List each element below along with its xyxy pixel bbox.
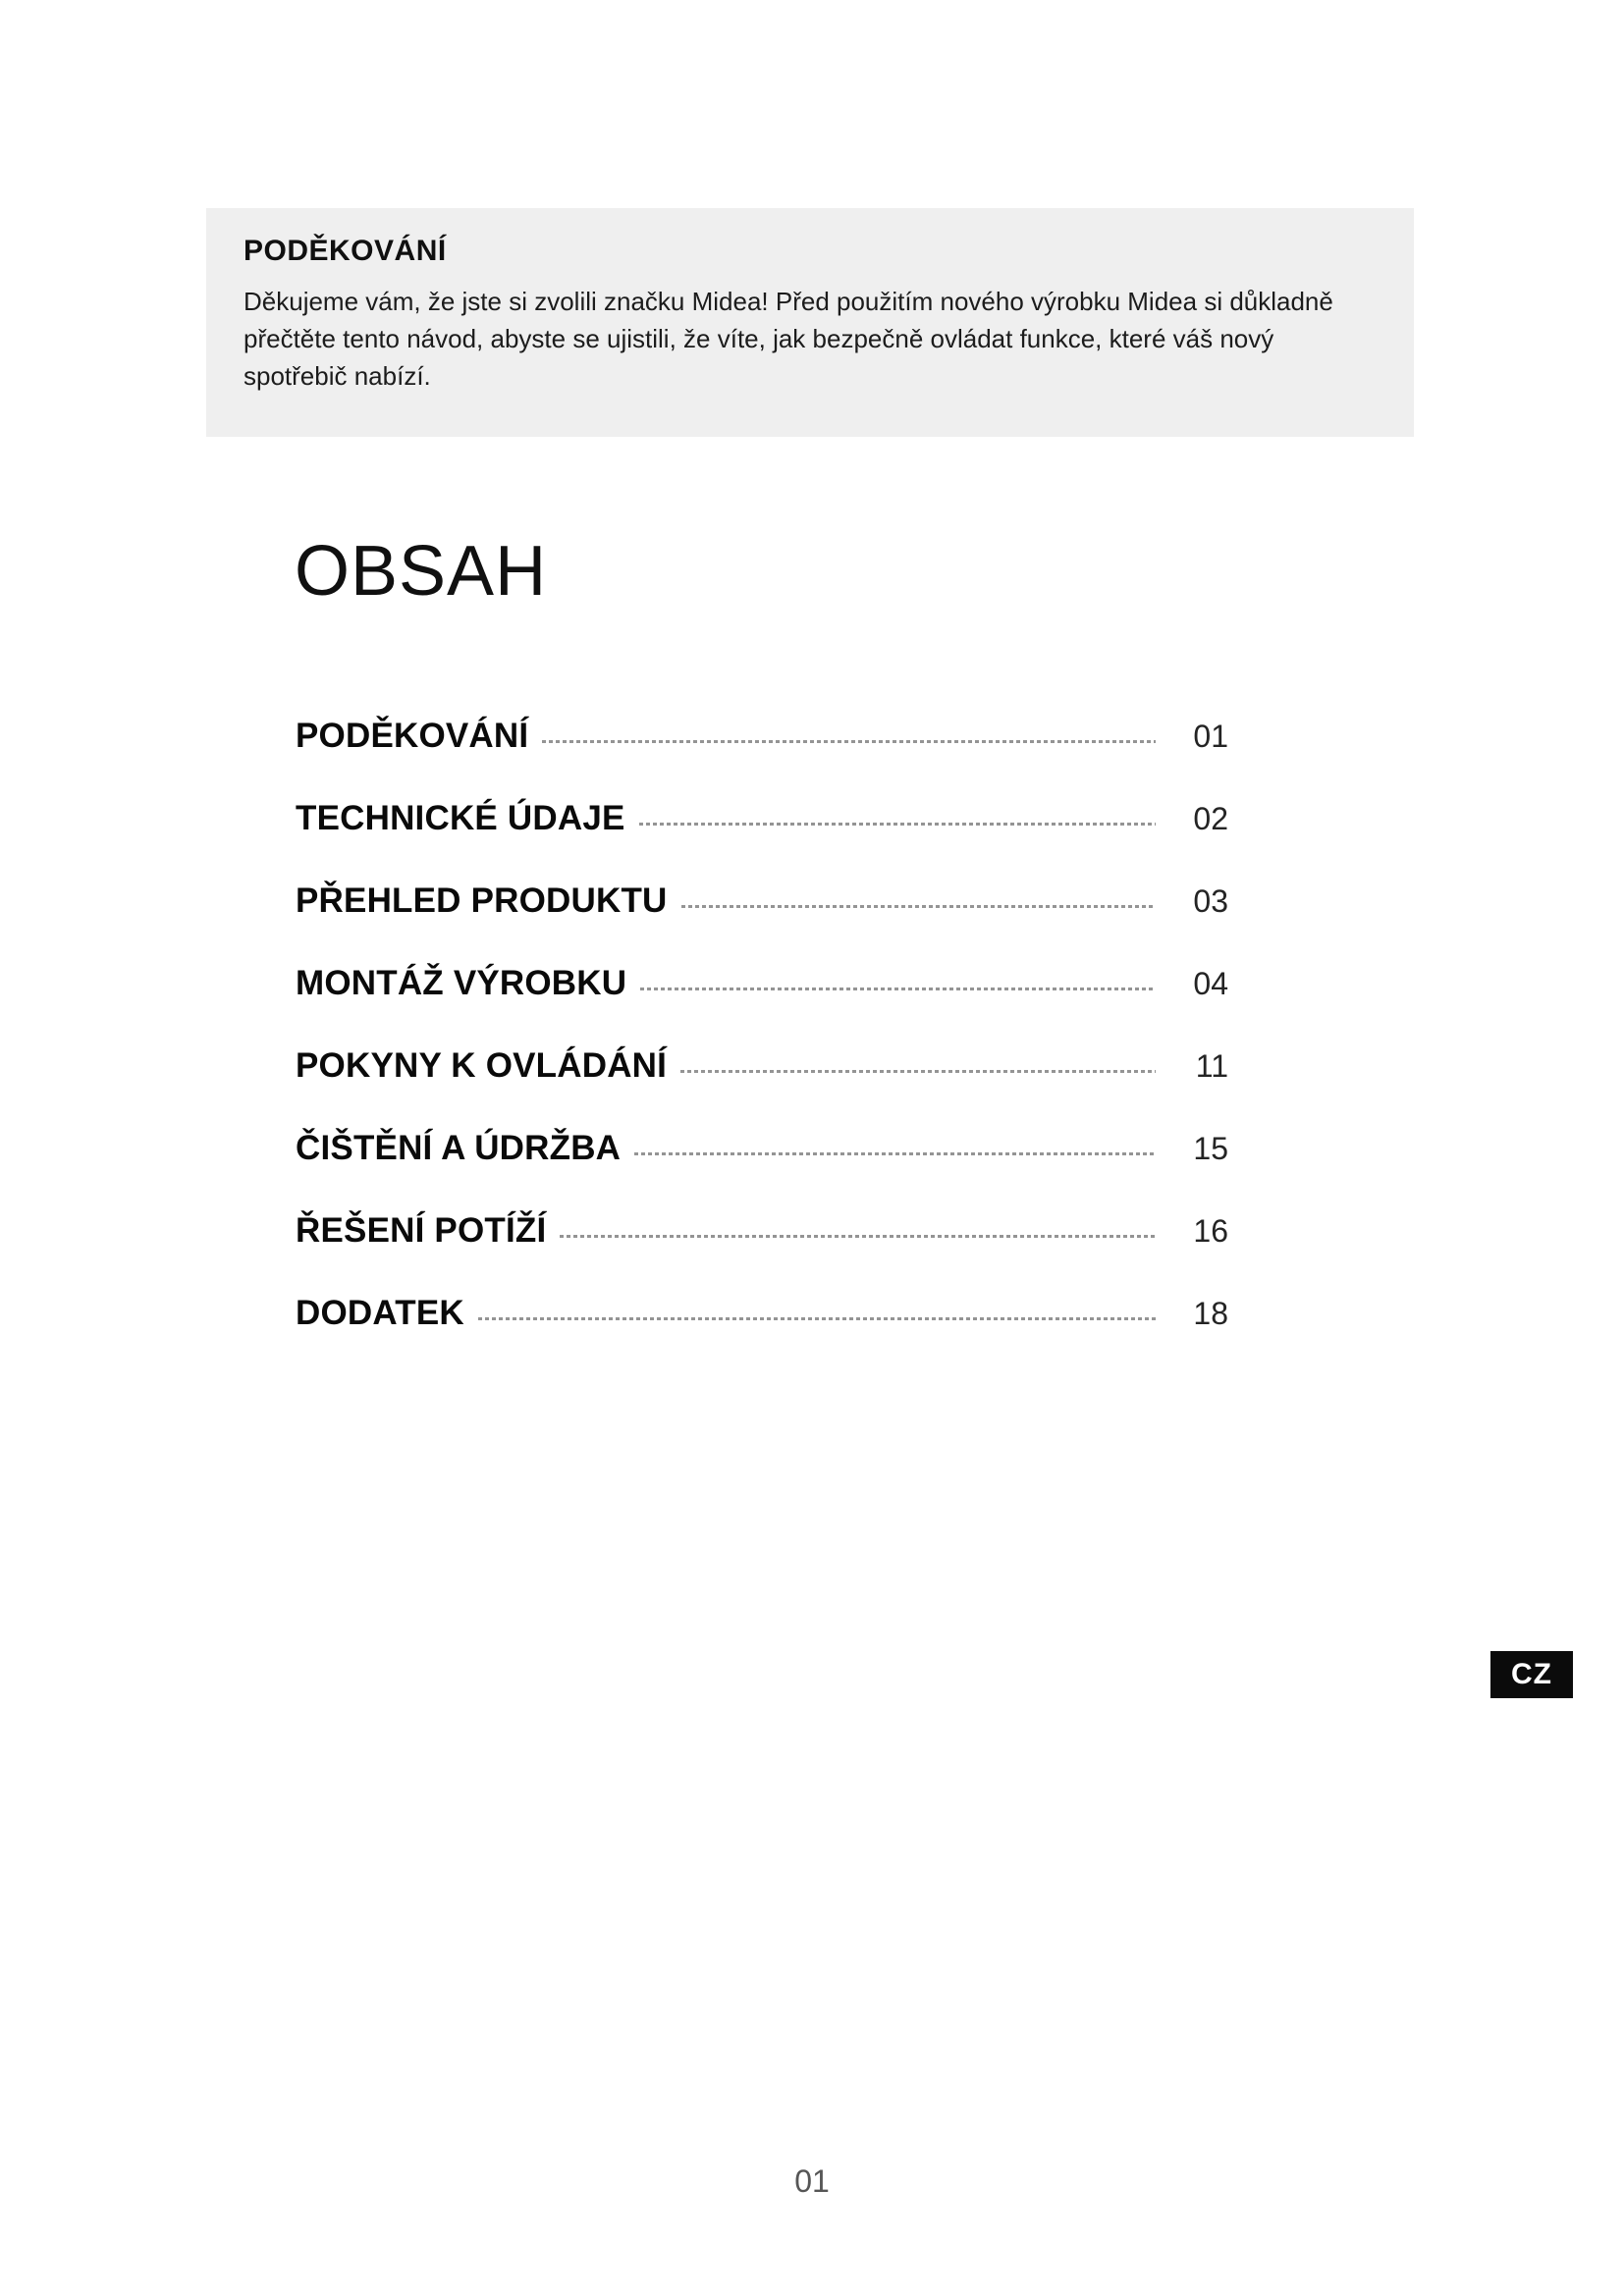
toc-entry-label: DODATEK bbox=[296, 1294, 464, 1332]
toc-row bbox=[296, 1272, 1228, 1355]
toc-row bbox=[296, 695, 1228, 777]
toc-entry-label: PŘEHLED PRODUKTU bbox=[296, 881, 668, 920]
page-number: 01 bbox=[794, 2163, 830, 2199]
toc-entry-page: 11 bbox=[1195, 1047, 1228, 1084]
toc-entry-page: 03 bbox=[1193, 882, 1228, 919]
toc-entry-page: 18 bbox=[1193, 1295, 1228, 1331]
toc-title: OBSAH bbox=[295, 532, 548, 611]
dotted-leader bbox=[478, 1317, 1156, 1320]
toc-entry-page: 02 bbox=[1193, 800, 1228, 836]
toc-entry-label: ŘEŠENÍ POTÍŽÍ bbox=[296, 1211, 547, 1250]
acknowledgement-box bbox=[206, 208, 1414, 437]
dotted-leader bbox=[560, 1235, 1156, 1238]
acknowledgement-text: Děkujeme vám, že jste si zvolili značku Midea! Před použitím nového výrobku Midea si důkladně přečtěte tento návod, abyste se ujistili, že víte, jak bezpečně ovládat funkce, které váš nový spotřebič nabízí. bbox=[244, 287, 1333, 391]
toc-row bbox=[296, 942, 1228, 1025]
acknowledgement-title: PODĚKOVÁNÍ bbox=[244, 235, 447, 267]
toc-entry-label: POKYNY K OVLÁDÁNÍ bbox=[296, 1046, 668, 1085]
dotted-leader bbox=[680, 1070, 1156, 1073]
dotted-leader bbox=[640, 988, 1156, 990]
toc-entry-page: 15 bbox=[1193, 1130, 1228, 1166]
toc-row bbox=[296, 1190, 1228, 1272]
toc-row bbox=[296, 1025, 1228, 1107]
toc-entry-label: TECHNICKÉ ÚDAJE bbox=[296, 799, 625, 837]
dotted-leader bbox=[681, 905, 1157, 908]
table-of-contents bbox=[296, 695, 1228, 1355]
language-badge: CZ bbox=[1490, 1651, 1573, 1698]
toc-entry-label: MONTÁŽ VÝROBKU bbox=[296, 964, 627, 1002]
toc-entry-page: 16 bbox=[1193, 1212, 1228, 1249]
toc-entry-label: PODĚKOVÁNÍ bbox=[296, 717, 529, 755]
dotted-leader bbox=[639, 823, 1156, 826]
toc-entry-page: 04 bbox=[1193, 965, 1228, 1001]
toc-row bbox=[296, 777, 1228, 860]
toc-entry-label: ČIŠTĚNÍ A ÚDRŽBA bbox=[296, 1129, 622, 1167]
dotted-leader bbox=[542, 740, 1156, 743]
toc-row bbox=[296, 1107, 1228, 1190]
toc-row bbox=[296, 860, 1228, 942]
toc-entry-page: 01 bbox=[1193, 718, 1228, 754]
dotted-leader bbox=[634, 1152, 1156, 1155]
